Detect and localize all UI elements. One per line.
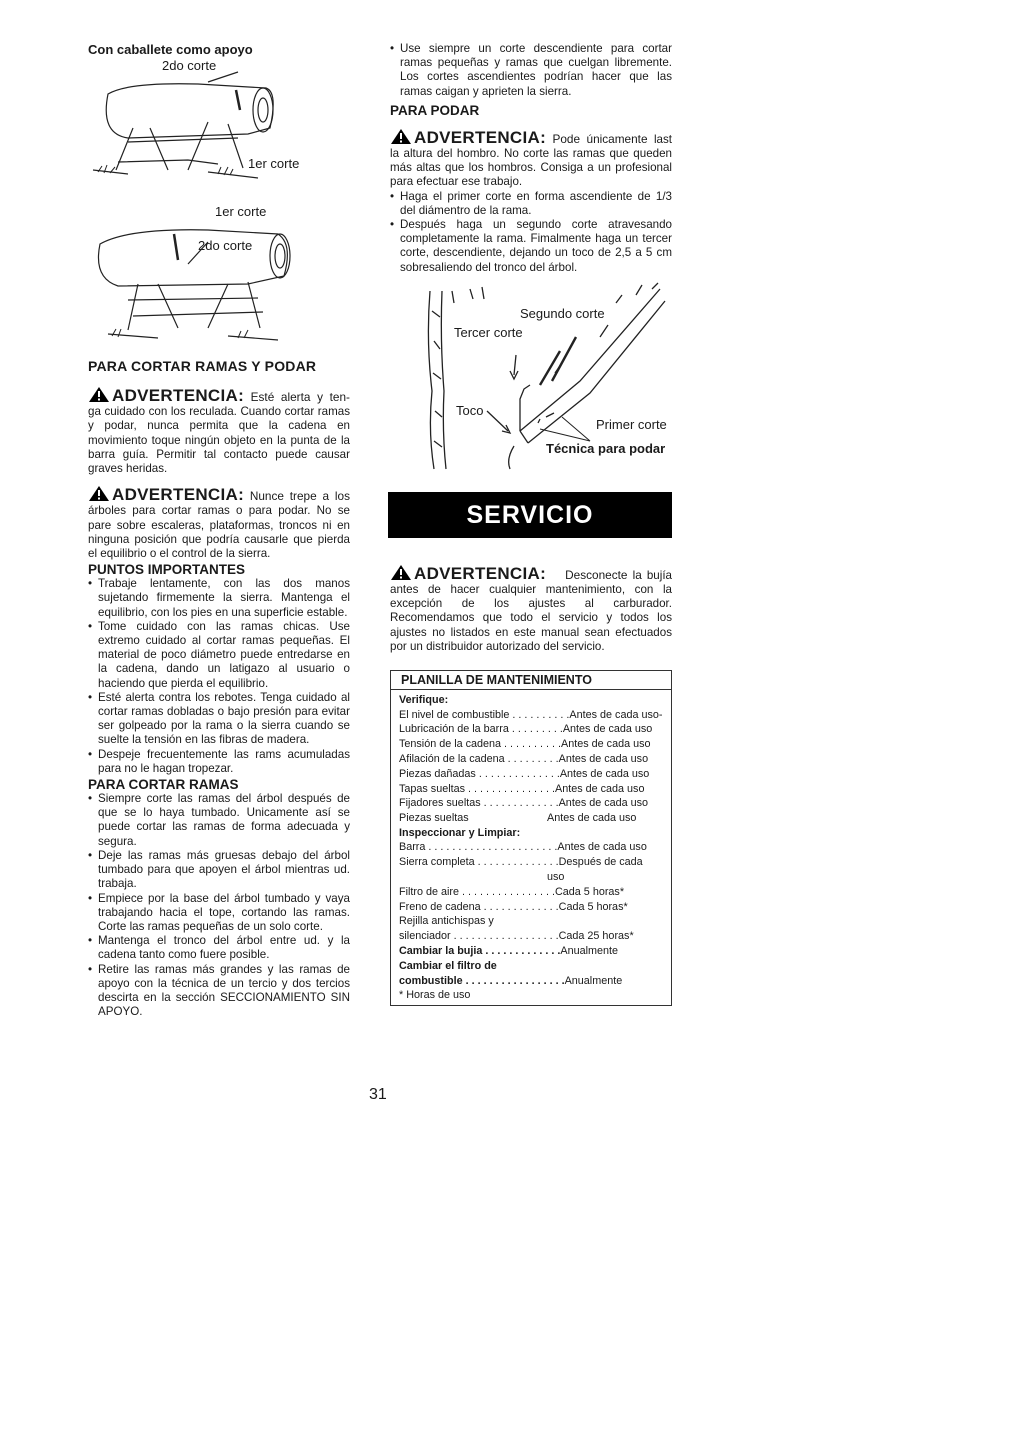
label-second-cut: Segundo corte bbox=[520, 305, 605, 321]
heading-podar: PARA PODAR bbox=[390, 102, 480, 118]
footnote: * Horas de uso bbox=[399, 989, 471, 1002]
warning-triangle-icon bbox=[88, 386, 110, 403]
heading-puntos: PUNTOS IMPORTANTES bbox=[88, 562, 246, 578]
list-item: • Después haga un segundo corte atravesando completamente la rama. Fimalmente haga un tercer corte, descendiente, dejando un toco de 2,5 a 5 cm sobresaliendo del tronco del árbol. bbox=[390, 218, 672, 275]
table-row: Freno de cadena . . . . . . . . . . . . . Cada 5 horas* bbox=[399, 900, 628, 913]
table-row: Piezas sueltas Antes de cada uso bbox=[399, 812, 637, 825]
log-on-sawhorse-illustration-2 bbox=[88, 204, 350, 354]
table-row: Tensión de la cadena . . . . . . . . . . Antes de cada uso bbox=[399, 738, 651, 751]
warning-kickback: ADVERTENCIA: Esté alerta y ten- ga cuidado con los reculada. Cuando cortar ramas y podar, nunca permita que la cadena en movimiento toque ningún objeto en la punta de la barra guía. Permitir tal contacto puede causar graves heridas. bbox=[88, 386, 350, 476]
label-first-cut: 1er corte bbox=[248, 156, 300, 171]
list-item: • Trabaje lentamente, con las dos manos sujetando firmemente la sierra. Mantenga el equilibrio, con los pies en una superficie estable. bbox=[88, 577, 350, 620]
table-row: Piezas dañadas . . . . . . . . . . . . . . Antes de cada uso bbox=[399, 767, 650, 780]
table-row: Lubricación de la barra . . . . . . . . . Antes de cada uso bbox=[399, 723, 653, 736]
warning-shoulder-height: ADVERTENCIA: Pode únicamente last la altura del hombro. No corte las ramas que queden más altas que los hombros. Consiga a un profesional para efectuar ese trabajo. bbox=[390, 127, 672, 189]
table-title: PLANILLA DE MANTENIMIENTO bbox=[391, 671, 671, 690]
cortar-list bbox=[88, 792, 350, 1019]
maintenance-table bbox=[390, 670, 672, 1006]
list-item: • Esté alerta contra los rebotes. Tenga cuidado al cortar ramas dobladas o bajo presión para evitar ser golpeado por la rama o la sierra cuando se suelte la tensión en las fibras de madera. bbox=[88, 691, 350, 748]
pruning-technique-figure bbox=[390, 281, 672, 471]
heading-cortar: PARA CORTAR RAMAS bbox=[88, 777, 239, 793]
list-item: • Tome cuidado con las ramas chicas. Use extremo cuidado al cortar ramas pequeñas. El material de poco diámetro puede entredarse en la cadena, dando un latigazo al usuario o haciendo que pierda el equilibrio. bbox=[88, 620, 350, 691]
section-heading: Inspeccionar y Limpiar: bbox=[399, 826, 521, 839]
podar-list bbox=[390, 190, 672, 275]
list-item: • Deje las ramas más gruesas debajo del árbol tumbado para que apoyen el árbol mientras ud. trabaja. bbox=[88, 849, 350, 892]
list-item: • Empiece por la base del árbol tumbado y vaya trabajando hacia el tope, cortando las ramas. Corte las ramas pequeñas de un solo corte. bbox=[88, 892, 350, 935]
warning-triangle-icon bbox=[88, 485, 110, 502]
right-column bbox=[390, 42, 672, 1006]
label-second-cut: 2do corte bbox=[162, 58, 217, 73]
log-on-sawhorse-illustration bbox=[88, 42, 350, 192]
warning-triangle-icon bbox=[390, 564, 412, 581]
table-row: combustible . . . . . . . . . . . . . . . . . Anualmente bbox=[399, 974, 623, 987]
label-first-cut: 1er corte bbox=[215, 204, 267, 219]
table-body bbox=[391, 690, 671, 1005]
table-row: Filtro de aire . . . . . . . . . . . . . . . . Cada 5 horas* bbox=[399, 885, 625, 898]
table-row: El nivel de combustible . . . . . . . . . . Antes de cada uso- bbox=[399, 708, 663, 721]
label-stump: Toco bbox=[456, 402, 484, 418]
label-first-cut: Primer corte bbox=[596, 416, 667, 432]
puntos-list bbox=[88, 577, 350, 776]
page-number: 31 bbox=[369, 1086, 387, 1103]
list-item: • Siempre corte las ramas del árbol después de que se lo haya tumbado. Unicamente así se puede cortar las ramas de forma adecuada y segura. bbox=[88, 792, 350, 849]
table-row: silenciador . . . . . . . . . . . . . . . . . . Cada 25 horas* bbox=[399, 930, 634, 943]
table-row: Cambiar la bujia . . . . . . . . . . . . . Anualmente bbox=[399, 945, 619, 958]
table-row: Rejilla antichispas y bbox=[399, 915, 494, 928]
heading-cortar-podar: PARA CORTAR RAMAS Y PODAR bbox=[88, 358, 317, 374]
warning-disconnect-plug: ADVERTENCIA: Desconecte la bujía antes de hacer cualquier mantenimiento, con la excepción de los ajustes al carburador. Recomendamos que todo el servicio y todos los ajustes no listados en este manual sean efectuados por un distribuidor autorizado del servicio. bbox=[390, 563, 672, 653]
figure-title: Con caballete como apoyo bbox=[88, 42, 253, 57]
list-item: • Use siempre un corte descendiente para cortar ramas pequeñas y ramas que cuelgan libremente. Los cortes ascendientes podrían hacer que las ramas caigan y aprieten la sierra. bbox=[390, 42, 672, 99]
list-item: • Despeje frecuentemente las rams acumuladas para no le hagan tropezar. bbox=[88, 748, 350, 776]
table-row: Barra . . . . . . . . . . . . . . . . . . . . . . Antes de cada uso bbox=[399, 841, 647, 854]
list-item: • Haga el primer corte en forma ascendiente de 1/3 del diámentro de la rama. bbox=[390, 190, 672, 218]
label-second-cut: 2do corte bbox=[198, 238, 253, 253]
figure-title: Técnica para podar bbox=[546, 440, 666, 456]
warning-triangle-icon bbox=[390, 128, 412, 145]
table-row: Afilación de la cadena . . . . . . . . . Antes de cada uso bbox=[399, 752, 649, 765]
sawhorse-figure-2 bbox=[88, 204, 350, 354]
list-item: • Mantenga el tronco del árbol entre ud. y la cadena tanto como fuere posible. bbox=[88, 934, 350, 962]
left-column bbox=[88, 42, 350, 1019]
top-list bbox=[390, 42, 672, 99]
section-heading: Verifique: bbox=[399, 694, 449, 707]
table-row: Tapas sueltas . . . . . . . . . . . . . . . Antes de cada uso bbox=[399, 782, 645, 795]
table-row: Cambiar el filtro de bbox=[399, 959, 497, 972]
sawhorse-figure-1 bbox=[88, 42, 350, 192]
table-row: Sierra completa . . . . . . . . . . . . . . Después de cada bbox=[399, 856, 643, 869]
table-row: uso bbox=[547, 871, 565, 884]
servicio-banner: SERVICIO bbox=[388, 492, 672, 538]
list-item: • Retire las ramas más grandes y las ramas de apoyo con la técnica de un tercio y dos tercios descirta en la sección SECCIONAMIENTO SIN APOYO. bbox=[88, 963, 350, 1020]
table-row: Fijadores sueltas . . . . . . . . . . . . . Antes de cada uso bbox=[399, 797, 649, 810]
warning-no-climb: ADVERTENCIA: Nunce trepe a los árboles para cortar ramas o para podar. No se pare sobre escaleras, plataformas, troncos ni en ninguna posición que podría causarle que pierda el equilibrio o el control de la sierra. bbox=[88, 485, 350, 561]
label-third-cut: Tercer corte bbox=[454, 324, 523, 340]
